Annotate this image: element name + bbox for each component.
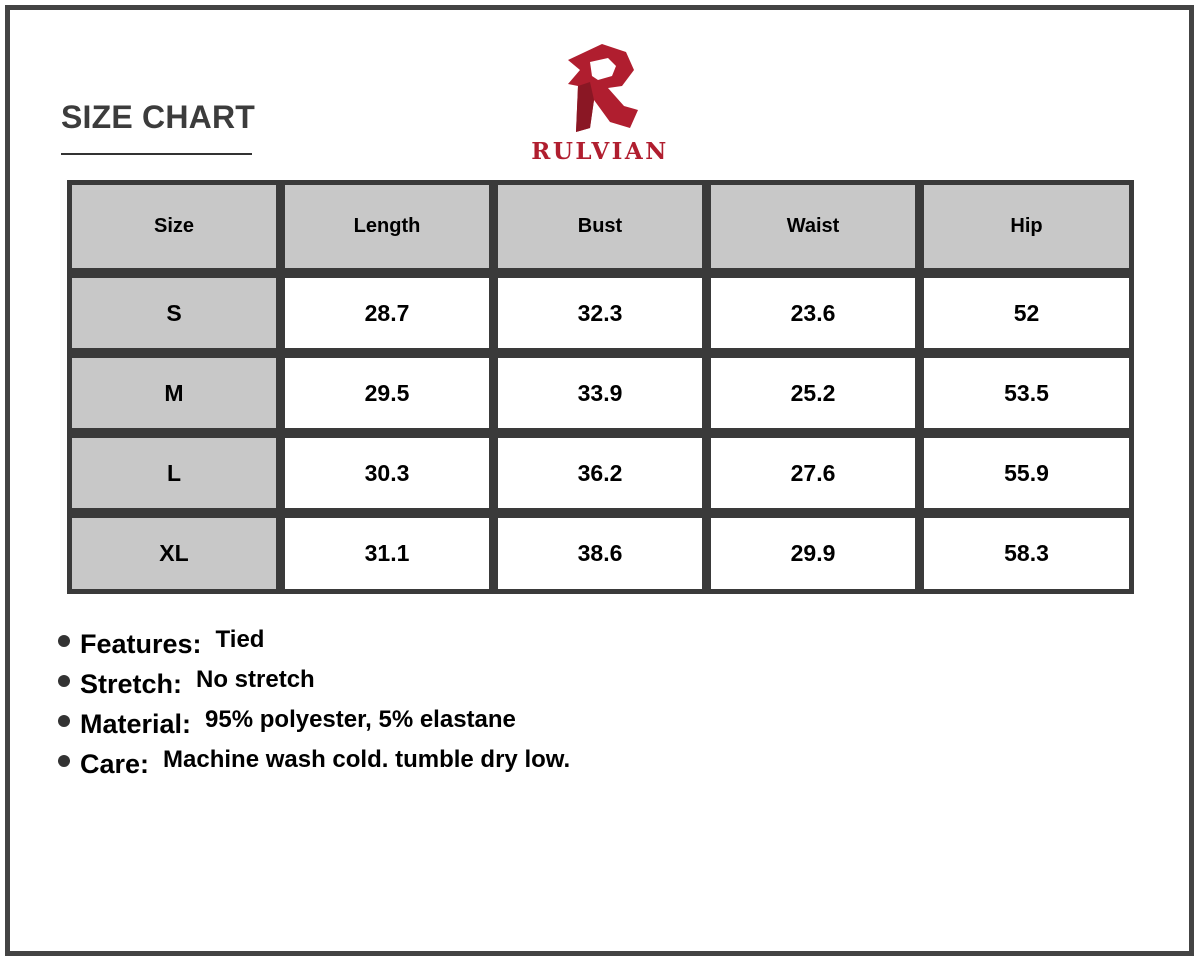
cell-s-bust: 32.3 (498, 278, 702, 348)
header-hip: Hip (924, 185, 1129, 268)
r-monogram-icon (564, 40, 642, 134)
header-waist: Waist (711, 185, 915, 268)
brand-name: RULVIAN (531, 138, 669, 165)
bullet-icon (58, 635, 70, 647)
size-label-s: S (72, 278, 276, 348)
size-label-m: M (72, 358, 276, 428)
detail-label: Stretch: (80, 668, 183, 699)
cell-s-waist: 23.6 (711, 278, 915, 348)
cell-s-hip: 52 (924, 278, 1129, 348)
cell-xl-hip: 58.3 (924, 518, 1129, 589)
cell-xl-bust: 38.6 (498, 518, 702, 589)
cell-m-length: 29.5 (285, 358, 489, 428)
brand-logo (520, 40, 680, 166)
cell-l-length: 30.3 (285, 438, 489, 508)
page-title: SIZE CHART (61, 99, 255, 135)
cell-l-bust: 36.2 (498, 438, 702, 508)
bullet-icon (58, 755, 70, 767)
detail-value: 95% polyester, 5% elastane (205, 706, 516, 733)
detail-stretch (58, 664, 315, 704)
detail-value: Tied (215, 626, 265, 653)
detail-value: Machine wash cold. tumble dry low. (163, 746, 571, 773)
cell-m-hip: 53.5 (924, 358, 1129, 428)
cell-xl-length: 31.1 (285, 518, 489, 589)
detail-label: Features: (80, 628, 202, 659)
detail-value: No stretch (196, 666, 315, 693)
cell-l-hip: 55.9 (924, 438, 1129, 508)
cell-m-waist: 25.2 (711, 358, 915, 428)
cell-s-length: 28.7 (285, 278, 489, 348)
bullet-icon (58, 675, 70, 687)
size-table (67, 180, 1134, 594)
bullet-icon (58, 715, 70, 727)
header-bust: Bust (498, 185, 702, 268)
header-length: Length (285, 185, 489, 268)
cell-xl-waist: 29.9 (711, 518, 915, 589)
cell-l-waist: 27.6 (711, 438, 915, 508)
detail-label: Care: (80, 748, 150, 779)
cell-m-bust: 33.9 (498, 358, 702, 428)
size-label-xl: XL (72, 518, 276, 589)
detail-material (58, 704, 516, 744)
title-underline (61, 153, 252, 155)
size-label-l: L (72, 438, 276, 508)
detail-label: Material: (80, 708, 192, 739)
header-size: Size (72, 185, 276, 268)
detail-features (58, 624, 264, 664)
detail-care (58, 744, 570, 784)
